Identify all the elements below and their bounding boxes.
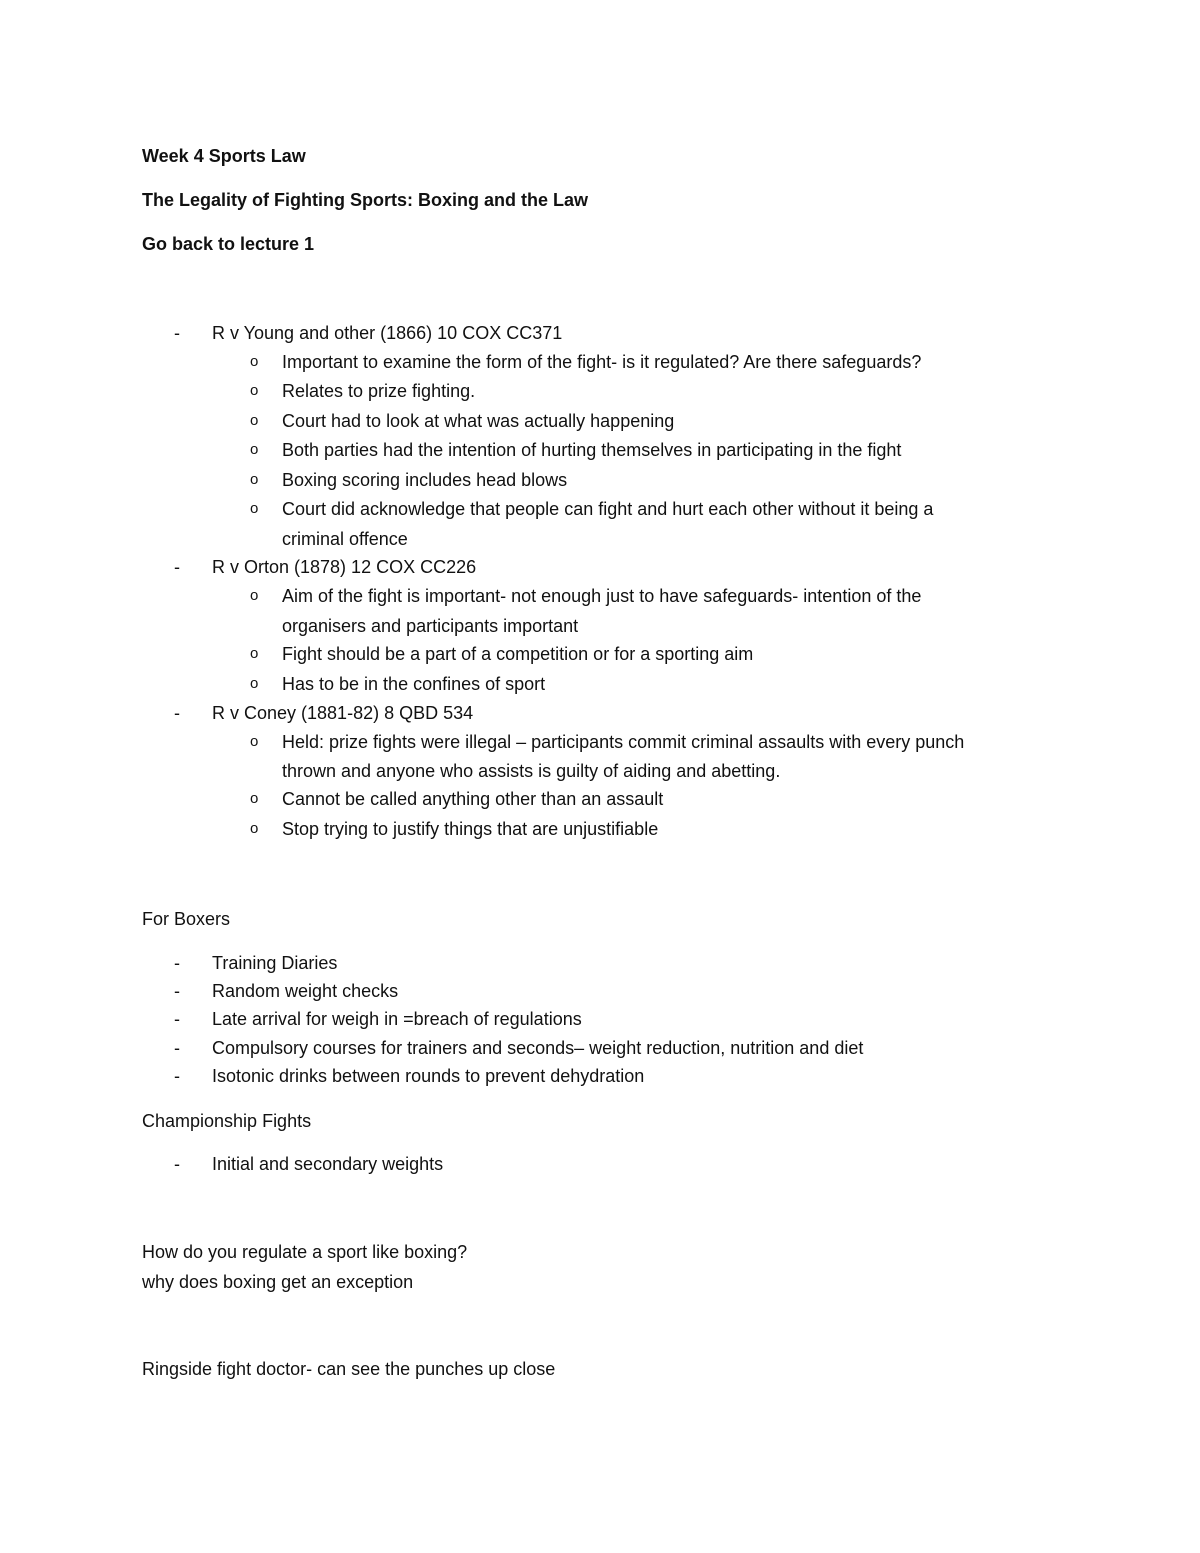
list-dash: - <box>174 981 180 1001</box>
section-heading-championship: Championship Fights <box>142 1111 312 1131</box>
closing-note: Ringside fight doctor- can see the punches up close <box>142 1359 556 1379</box>
case-point: Held: prize fights were illegal – participants commit criminal assaults with every punch <box>282 732 965 752</box>
case-point: Cannot be called anything other than an assault <box>282 789 664 809</box>
list-bullet: o <box>250 790 259 807</box>
case-point: Court had to look at what was actually happening <box>282 411 675 431</box>
list-bullet: o <box>250 471 259 488</box>
case-point: Both parties had the intention of hurting themselves in participating in the fight <box>282 440 902 460</box>
question-line: why does boxing get an exception <box>142 1272 414 1292</box>
list-bullet: o <box>250 675 259 692</box>
case-title: R v Orton (1878) 12 COX CC226 <box>212 557 477 577</box>
list-bullet: o <box>250 441 259 458</box>
list-bullet: o <box>250 353 259 370</box>
document-heading: Week 4 Sports Law <box>142 146 306 166</box>
case-point: Boxing scoring includes head blows <box>282 470 568 490</box>
list-bullet: o <box>250 412 259 429</box>
list-item: Initial and secondary weights <box>212 1154 444 1174</box>
case-point: Stop trying to justify things that are unjustifiable <box>282 819 659 839</box>
list-dash: - <box>174 557 180 577</box>
list-dash: - <box>174 1154 180 1174</box>
list-dash: - <box>174 703 180 723</box>
list-item: Late arrival for weigh in =breach of regulations <box>212 1009 582 1029</box>
list-dash: - <box>174 1038 180 1058</box>
list-dash: - <box>174 1066 180 1086</box>
list-dash: - <box>174 323 180 343</box>
list-bullet: o <box>250 733 259 750</box>
case-point: Has to be in the confines of sport <box>282 674 546 694</box>
list-bullet: o <box>250 820 259 837</box>
case-point: Court did acknowledge that people can fight and hurt each other without it being a <box>282 499 934 519</box>
list-dash: - <box>174 953 180 973</box>
list-item: Training Diaries <box>212 953 338 973</box>
list-bullet: o <box>250 645 259 662</box>
case-point-continued: criminal offence <box>282 529 408 549</box>
case-point: Relates to prize fighting. <box>282 381 476 401</box>
case-point: Aim of the fight is important- not enough just to have safeguards- intention of the <box>282 586 922 606</box>
list-item: Isotonic drinks between rounds to prevent dehydration <box>212 1066 645 1086</box>
section-heading-for-boxers: For Boxers <box>142 909 231 929</box>
list-bullet: o <box>250 382 259 399</box>
list-bullet: o <box>250 587 259 604</box>
case-point: Important to examine the form of the fight- is it regulated? Are there safeguards? <box>282 352 922 372</box>
case-point-continued: organisers and participants important <box>282 616 579 636</box>
list-dash: - <box>174 1009 180 1029</box>
list-item: Compulsory courses for trainers and seconds– weight reduction, nutrition and diet <box>212 1038 864 1058</box>
case-title: R v Coney (1881-82) 8 QBD 534 <box>212 703 474 723</box>
question-line: How do you regulate a sport like boxing? <box>142 1242 468 1262</box>
document-subheading: The Legality of Fighting Sports: Boxing and the Law <box>142 190 588 210</box>
list-item: Random weight checks <box>212 981 399 1001</box>
case-point: Fight should be a part of a competition or for a sporting aim <box>282 644 754 664</box>
case-title: R v Young and other (1866) 10 COX CC371 <box>212 323 563 343</box>
case-point-continued: thrown and anyone who assists is guilty of aiding and abetting. <box>282 761 781 781</box>
list-bullet: o <box>250 500 259 517</box>
lecture-note: Go back to lecture 1 <box>142 234 315 254</box>
